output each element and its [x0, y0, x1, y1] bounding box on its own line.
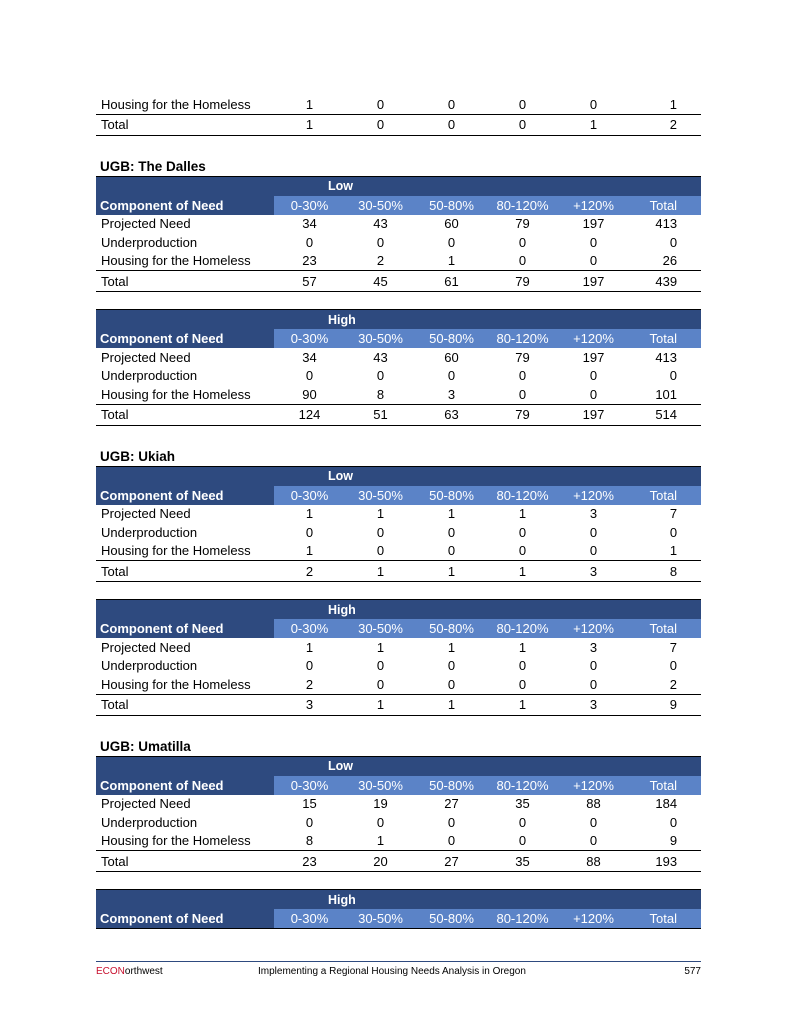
need-table: [96, 176, 701, 293]
need-table: [96, 889, 701, 929]
column-header-row: Component of Need 0-30% 30-50% 50-80% 80-120% +120% Total: [96, 909, 701, 929]
column-header-row: Component of Need 0-30% 30-50% 50-80% 80-120% +120% Total: [96, 619, 701, 638]
need-table: [96, 756, 701, 873]
scenario-header: High: [96, 310, 701, 330]
table-row: Underproduction 0 0 0 0 0 0: [101, 368, 678, 384]
brand-name: [96, 966, 163, 977]
footer-title: Implementing a Regional Housing Needs Analysis in Oregon: [258, 966, 526, 977]
table-row: Underproduction 0 0 0 0 0 0: [101, 234, 678, 250]
table-row: Housing for the Homeless 8 1 0 0 0 9: [101, 833, 678, 849]
scenario-header: Low: [96, 466, 701, 486]
table-row: Projected Need 34 43 60 79 197 413: [101, 216, 678, 232]
table-total-row: Total 3 1 1 1 3 9: [96, 694, 701, 715]
continued-table: [96, 95, 701, 136]
table-total-row: Total 57 45 61 79 197 439: [96, 271, 701, 292]
table-row: Projected Need 1 1 1 1 3 7: [101, 506, 678, 522]
ugb-title: UGB: The Dalles: [100, 158, 206, 174]
table-row: Housing for the Homeless 1 0 0 0 0 1: [101, 96, 677, 112]
table-row: Projected Need 15 19 27 35 88 184: [101, 796, 678, 812]
column-header-row: Component of Need 0-30% 30-50% 50-80% 80-120% +120% Total: [96, 329, 701, 348]
need-table: [96, 309, 701, 426]
scenario-header: Low: [96, 756, 701, 776]
table-row: Projected Need 1 1 1 1 3 7: [101, 639, 678, 655]
brand-econ: ECON: [96, 966, 125, 977]
table-row: Underproduction 0 0 0 0 0 0: [101, 524, 678, 540]
column-header-row: Component of Need 0-30% 30-50% 50-80% 80-120% +120% Total: [96, 486, 701, 505]
brand-rest: orthwest: [124, 966, 163, 977]
ugb-title: UGB: Umatilla: [100, 738, 191, 754]
table-total-row: Total 2 1 1 1 3 8: [96, 561, 701, 582]
table-row: Underproduction 0 0 0 0 0 0: [101, 658, 678, 674]
table-total-row: Total 124 51 63 79 197 514: [96, 404, 701, 425]
page-number: 577: [684, 966, 701, 977]
page-footer: [96, 961, 701, 980]
table-row: Housing for the Homeless 1 0 0 0 0 1: [101, 543, 678, 559]
need-table: [96, 466, 701, 583]
table-row: Housing for the Homeless 90 8 3 0 0 101: [101, 386, 678, 402]
table-row: Underproduction 0 0 0 0 0 0: [101, 814, 678, 830]
ugb-title: UGB: Ukiah: [100, 448, 176, 464]
document-body: [96, 0, 701, 929]
column-header-row: Component of Need 0-30% 30-50% 50-80% 80-120% +120% Total: [96, 196, 701, 215]
scenario-header: High: [96, 600, 701, 620]
scenario-header: High: [96, 890, 701, 910]
table-total-row: Total 1 0 0 0 1 2: [96, 114, 701, 135]
table-row: Housing for the Homeless 23 2 1 0 0 26: [101, 253, 678, 269]
column-header-row: Component of Need 0-30% 30-50% 50-80% 80-120% +120% Total: [96, 776, 701, 795]
table-row: Projected Need 34 43 60 79 197 413: [101, 349, 678, 365]
need-table: [96, 599, 701, 716]
table-total-row: Total 23 20 27 35 88 193: [96, 851, 701, 872]
scenario-header: Low: [96, 176, 701, 196]
table-row: Housing for the Homeless 2 0 0 0 0 2: [101, 676, 678, 692]
